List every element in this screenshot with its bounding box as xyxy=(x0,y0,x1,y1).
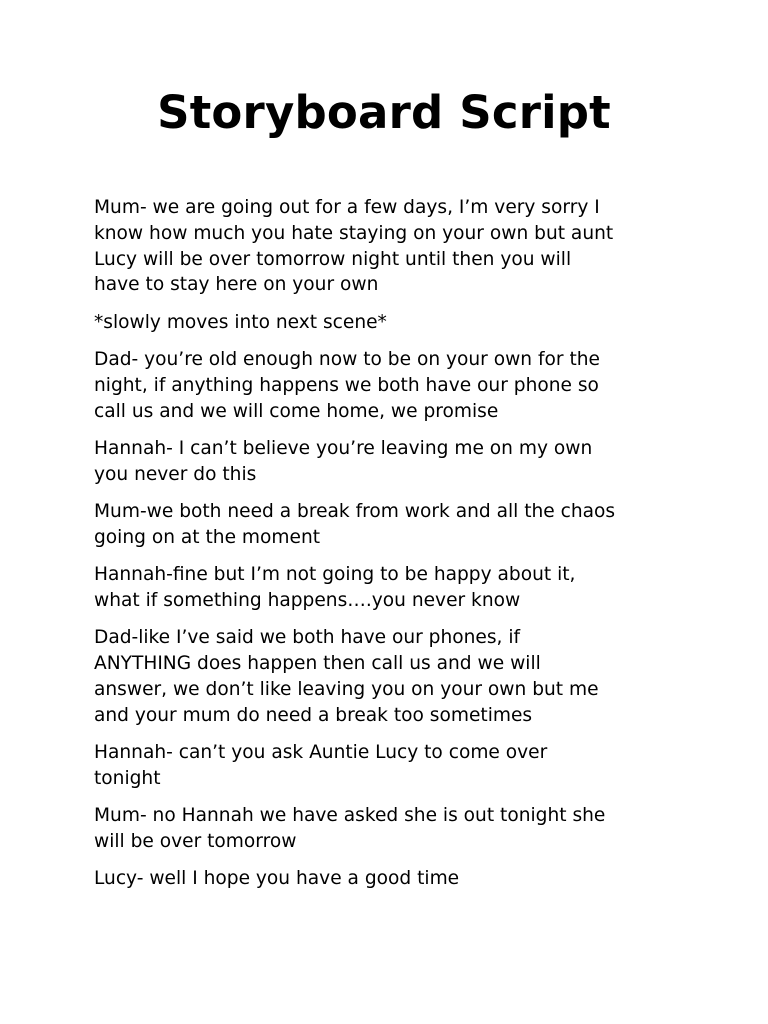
stage-direction: *slowly moves into next scene* xyxy=(94,311,387,333)
document-title: Storyboard Script xyxy=(157,86,611,139)
script-line-mum-2: Mum-we both need a break from work and all the chaos going on at the moment xyxy=(94,500,616,548)
script-line-hannah-1: Hannah- I can’t believe you’re leaving me on my own you never do this xyxy=(94,437,593,485)
script-line-hannah-3: Hannah- can’t you ask Auntie Lucy to come over tonight xyxy=(94,741,548,789)
script-line-lucy-1: Lucy- well I hope you have a good time xyxy=(94,868,460,890)
script-line-dad-1: Dad- you’re old enough now to be on your own for the night, if anything happens we both have our phone so call us and we will come home, we promise xyxy=(94,348,600,422)
script-body xyxy=(94,195,684,903)
script-line-dad-2: Dad-like I’ve said we both have our phones, if ANYTHING does happen then call us and we will answer, we don’t like leaving you on your own but me and your mum do need a break too sometimes xyxy=(94,627,599,726)
script-line-hannah-2: Hannah-fine but I’m not going to be happy about it, what if something happens….you never know xyxy=(94,564,576,611)
script-line-mum-1: Mum- we are going out for a few days, I’m very sorry I know how much you hate staying on your own but aunt Lucy will be over tomorrow night until then you will have to stay here on your own xyxy=(94,197,614,296)
script-line-mum-3: Mum- no Hannah we have asked she is out tonight she will be over tomorrow xyxy=(94,804,606,852)
